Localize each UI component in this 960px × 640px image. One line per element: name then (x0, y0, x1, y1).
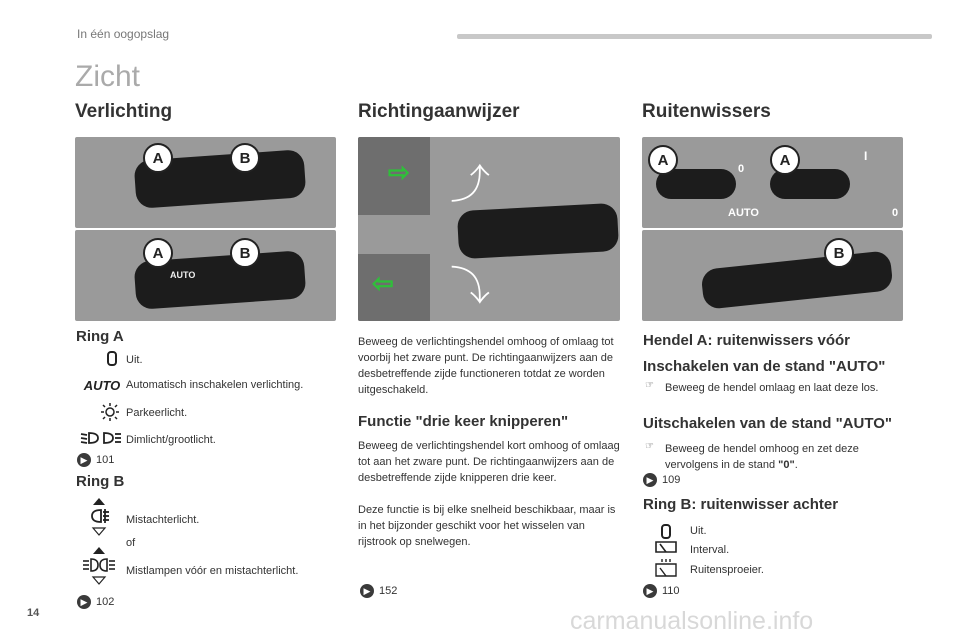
ring-b-rear-title: Ring B: ruitenwisser achter (643, 496, 839, 513)
page-reference-152[interactable]: ▶ 152 (360, 584, 397, 598)
rear-wiper-item-1: Interval. (690, 544, 730, 556)
interval-icon (654, 540, 678, 556)
badge-a: A (143, 143, 173, 173)
left-indicator-inset (358, 254, 430, 321)
header-bar (457, 34, 932, 39)
auto-on-title: Inschakelen van de stand "AUTO" (643, 358, 886, 375)
arrow-up-icon: ⤴ (450, 163, 490, 207)
arrow-right-icon: ⇨ (388, 157, 410, 187)
lighting-stalk-image-2 (75, 230, 336, 321)
badge-a: A (648, 145, 678, 175)
front-rear-fog-icon (82, 546, 116, 586)
indicator-paragraph-2: Beweeg de verlichtingshendel kort omhoog of omlaag tot aan het zware punt. De richtingaanwijzers aan de desbetreffende zijde knipperen drie keer. (358, 440, 620, 484)
parking-light-icon (100, 403, 120, 421)
ring-a-title: Ring A (76, 328, 124, 345)
wiper-stalk-image-1 (642, 137, 903, 228)
page-reference-109[interactable]: ▶ 109 (643, 473, 680, 487)
lighting-stalk-image-1 (75, 137, 336, 228)
ring-a-item-3: Dimlicht/grootlicht. (126, 434, 216, 446)
heading-richtingaanwijzer: Richtingaanwijzer (358, 101, 520, 122)
zero-label: 0 (738, 163, 745, 175)
page-reference-101[interactable]: ▶ 101 (77, 453, 114, 467)
book-icon: ▶ (77, 453, 91, 467)
indicator-stalk-image (358, 137, 620, 321)
ring-b-item-1: of (126, 537, 136, 549)
one-label: I (864, 149, 868, 163)
arrow-down-icon: ⤵ (450, 265, 490, 309)
page-reference-102[interactable]: ▶ 102 (77, 595, 114, 609)
wiper-stalk-image-2 (642, 230, 903, 321)
badge-b: B (230, 143, 260, 173)
ring-a-item-0: Uit. (126, 354, 143, 366)
indicator-paragraph-1: Beweeg de verlichtingshendel omhoog of omlaag tot voorbij het zware punt. De richtingaanwijzers aan de desbetreffende zijde functioneren totdat ze worden uitgeschakeld. (358, 336, 614, 396)
auto-on-text: Beweeg de hendel omlaag en laat deze los. (665, 382, 879, 394)
ring-a-item-1: Automatisch inschakelen verlichting. (126, 379, 304, 391)
auto-icon: AUTO (83, 377, 121, 393)
page-number: 14 (27, 607, 40, 619)
ring-b-item-0: Mistachterlicht. (126, 514, 200, 526)
book-icon: ▶ (360, 584, 374, 598)
ring-b-item-2: Mistlampen vóór en mistachterlicht. (126, 565, 299, 577)
book-icon: ▶ (643, 584, 657, 598)
book-icon: ▶ (643, 473, 657, 487)
auto-label: AUTO (728, 207, 759, 219)
dipped-main-beam-icon (80, 430, 122, 446)
ring-b-title: Ring B (76, 473, 125, 490)
off-icon (658, 523, 674, 539)
rear-wiper-item-2: Ruitensproeier. (690, 564, 764, 576)
page-reference-110[interactable]: ▶ 110 (643, 584, 680, 598)
rear-fog-icon (88, 497, 110, 537)
auto-off-title: Uitschakelen van de stand "AUTO" (643, 415, 893, 432)
badge-a: A (143, 238, 173, 268)
auto-off-text: Beweeg de hendel omhoog en zet deze vervolgens in de stand "0". (665, 443, 859, 471)
ring-a-item-2: Parkeerlicht. (126, 407, 188, 419)
bullet-icon: ☞ (645, 380, 654, 391)
three-flash-title: Functie "drie keer knipperen" (358, 413, 569, 430)
washer-icon (654, 558, 678, 578)
rear-wiper-item-0: Uit. (690, 525, 707, 537)
badge-b: B (230, 238, 260, 268)
section-header: In één oogopslag (77, 27, 170, 41)
right-indicator-inset (358, 137, 430, 215)
heading-verlichting: Verlichting (75, 101, 173, 122)
lever-a-title: Hendel A: ruitenwissers vóór (643, 332, 850, 349)
badge-a: A (770, 145, 800, 175)
zero-label: 0 (892, 207, 899, 219)
heading-ruitenwissers: Ruitenwissers (642, 101, 771, 122)
watermark: carmanualsonline.info (570, 607, 814, 635)
badge-b: B (824, 238, 854, 268)
book-icon: ▶ (77, 595, 91, 609)
off-icon (104, 350, 120, 366)
indicator-paragraph-3: Deze functie is bij elke snelheid beschikbaar, maar is in het bijzonder geschikt voor het wisselen van rijstrook op snelwegen. (358, 504, 616, 548)
auto-label: AUTO (170, 270, 196, 280)
bullet-icon: ☞ (645, 441, 654, 452)
arrow-left-icon: ⇦ (372, 268, 394, 298)
page-title: Zicht (75, 60, 141, 93)
